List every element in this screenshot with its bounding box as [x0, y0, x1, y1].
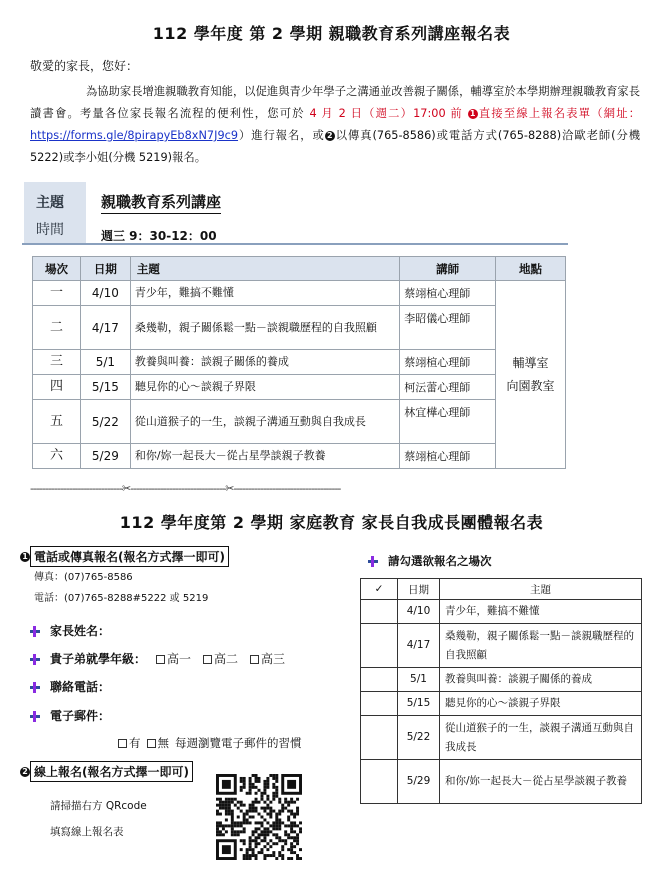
pick-date: 5/29 [398, 760, 440, 804]
intro-text-4: 以傳真(765-8586)或電話方式(765-8288)洽歐老師(分機 5222)或李小姐(分機 5219)報名。 [30, 129, 640, 164]
table-row [33, 281, 566, 306]
session-topic: 聽見你的心～談親子界限 [130, 375, 399, 400]
schedule-table [32, 256, 566, 469]
grade-option-label: 高一 [167, 652, 192, 666]
session-teacher: 李昭儀心理師 [400, 306, 496, 350]
intro-paragraph [30, 81, 640, 169]
header-session: 場次 [33, 257, 81, 281]
session-date: 4/17 [80, 306, 130, 350]
deadline: 4 月 2 日（週二）17:00 前 [309, 107, 463, 120]
pick-header-row [361, 579, 642, 600]
table-row[interactable] [361, 760, 642, 804]
pick-topic: 和你/妳一起長大－從占星學談親子教養 [440, 760, 642, 804]
grade-label: 貴子弟就學年級： [50, 652, 147, 666]
table-row [33, 306, 566, 350]
session-date: 5/15 [80, 375, 130, 400]
bullet-icon [28, 625, 40, 637]
place-line-2: 向園教室 [506, 378, 555, 393]
schedule-header-row [33, 257, 566, 281]
form-url-link[interactable]: https://forms.gle/8pirapyEb8xN7J9c9 [30, 129, 239, 142]
email-no-label: 無 [157, 736, 169, 750]
time-label: 時間 [36, 222, 64, 238]
place-line-1: 輔導室 [512, 355, 549, 370]
table-row[interactable] [361, 692, 642, 716]
header-date: 日期 [398, 579, 440, 600]
topic-label: 主題 [36, 195, 64, 211]
pick-date: 5/15 [398, 692, 440, 716]
method-2-label: 線上報名(報名方式擇一即可) [30, 761, 193, 782]
email-yes-option[interactable] [118, 735, 141, 751]
phone-number: 電話：(07)765-8288#5222 或 5219 [34, 593, 209, 604]
session-teacher: 林宜樺心理師 [400, 400, 496, 444]
check-cell[interactable] [361, 600, 398, 624]
intro-text-1: 為協助家長增進親職教育知能，以促進與青少年學子之溝通並改善親子關係，輔導室於本學期辦理親職教育家長讀書會。考量各位家長報名流程的便利性，您可於 [30, 85, 640, 120]
pick-date: 5/22 [398, 716, 440, 760]
parent-name-label: 家長姓名： [50, 624, 111, 638]
grade-option-label: 高三 [261, 652, 286, 666]
circled-2-icon: 2 [325, 131, 335, 141]
session-date: 4/10 [80, 281, 130, 306]
qr-instruction-1: 請掃描右方 QRcode [50, 800, 147, 812]
pick-topic: 聽見你的心～談親子界限 [440, 692, 642, 716]
email-habit-label: 每週瀏覽電子郵件的習慣 [175, 736, 302, 750]
table-row[interactable] [361, 668, 642, 692]
fax-number: 傳真：(07)765-8586 [34, 572, 133, 583]
qr-code[interactable] [216, 774, 302, 860]
session-number: 三 [33, 350, 81, 375]
check-cell[interactable] [361, 624, 398, 668]
method-1-label: 電話或傳真報名(報名方式擇一即可) [30, 546, 229, 567]
bullet-icon [366, 555, 378, 567]
qr-instruction-2: 填寫線上報名表 [50, 826, 124, 838]
circled-1-icon: 1 [468, 109, 478, 119]
pick-date: 4/17 [398, 624, 440, 668]
check-cell[interactable] [361, 668, 398, 692]
email-habit-options [118, 735, 302, 751]
grade-field [28, 650, 285, 667]
email-yes-label: 有 [129, 736, 141, 750]
greeting: 敬愛的家長，您好： [30, 59, 139, 73]
pick-topic: 從山道猴子的一生，談親子溝通互動與自我成長 [440, 716, 642, 760]
table-row [33, 350, 566, 375]
header-place: 地點 [496, 257, 566, 281]
table-row [33, 400, 566, 444]
grade-option-label: 高二 [214, 652, 239, 666]
grade-option-1[interactable] [156, 650, 191, 667]
contact-phone-label: 聯絡電話： [50, 680, 111, 694]
form-title: 112 學年度第 2 學期 家庭教育 家長自我成長團體報名表 [119, 513, 544, 532]
table-row[interactable] [361, 716, 642, 760]
header-check: ✓ [361, 579, 398, 600]
divider [22, 243, 568, 245]
table-row[interactable] [361, 600, 642, 624]
session-teacher: 蔡翊楦心理師 [400, 281, 496, 306]
session-teacher: 蔡翊楦心理師 [400, 350, 496, 375]
session-date: 5/1 [80, 350, 130, 375]
pick-topic: 青少年，難搞不難懂 [440, 600, 642, 624]
pick-topic: 桑幾勒，親子關係鬆一點－談親職歷程的自我照顧 [440, 624, 642, 668]
email-label: 電子郵件： [50, 709, 111, 723]
pick-date: 5/1 [398, 668, 440, 692]
header-teacher: 講師 [400, 257, 496, 281]
bullet-icon [28, 681, 40, 693]
table-row [33, 444, 566, 469]
bullet-icon [28, 653, 40, 665]
session-topic: 青少年，難搞不難懂 [130, 281, 399, 306]
session-teacher: 蔡翊楦心理師 [400, 444, 496, 469]
session-teacher: 柯沄蕾心理師 [400, 375, 496, 400]
session-topic: 從山道猴子的一生，談親子溝通互動與自我成長 [130, 400, 399, 444]
grade-options [156, 650, 285, 667]
check-cell[interactable] [361, 760, 398, 804]
cut-line: -------------------------------✂--------------------------------✂------------------------------------ [30, 482, 341, 495]
intro-text-2: 直接至線上報名表單（網址： [477, 107, 640, 120]
header-topic: 主題 [440, 579, 642, 600]
session-number: 一 [33, 281, 81, 306]
session-topic: 桑幾勒，親子關係鬆一點－談親職歷程的自我照顧 [130, 306, 399, 350]
method-2-heading [20, 761, 193, 782]
grade-option-3[interactable] [250, 650, 285, 667]
time-value: 週三 9：30-12：00 [101, 229, 217, 243]
header-topic: 主題 [130, 257, 399, 281]
pick-label: 請勾選欲報名之場次 [388, 554, 492, 568]
email-field[interactable] [28, 707, 110, 724]
pick-heading [366, 553, 492, 569]
check-cell[interactable] [361, 692, 398, 716]
session-place [496, 281, 566, 469]
intro-text-3: ）進行報名，或 [238, 129, 325, 142]
parent-name-field[interactable] [28, 622, 110, 639]
session-number: 四 [33, 375, 81, 400]
session-number: 六 [33, 444, 81, 469]
method-1-heading [20, 546, 229, 567]
pick-date: 4/10 [398, 600, 440, 624]
session-topic: 和你/妳一起長大－從占星學談親子教養 [130, 444, 399, 469]
topic-box [22, 182, 568, 244]
pick-topic: 教養與叫養：談親子關係的養成 [440, 668, 642, 692]
check-cell[interactable] [361, 716, 398, 760]
circled-2-icon: 2 [20, 767, 30, 777]
session-date: 5/29 [80, 444, 130, 469]
checkbox[interactable] [250, 655, 259, 664]
checkbox[interactable] [203, 655, 212, 664]
session-topic: 教養與叫養：談親子關係的養成 [130, 350, 399, 375]
checkbox[interactable] [156, 655, 165, 664]
circled-1-icon: 1 [20, 552, 30, 562]
email-no-option[interactable] [147, 735, 170, 751]
checkbox[interactable] [147, 739, 156, 748]
session-number: 二 [33, 306, 81, 350]
header-date: 日期 [80, 257, 130, 281]
session-number: 五 [33, 400, 81, 444]
table-row [33, 375, 566, 400]
session-pick-table [360, 578, 642, 804]
checkbox[interactable] [118, 739, 127, 748]
grade-option-2[interactable] [203, 650, 238, 667]
table-row[interactable] [361, 624, 642, 668]
session-date: 5/22 [80, 400, 130, 444]
bullet-icon [28, 710, 40, 722]
topic-value: 親職教育系列講座 [101, 191, 221, 214]
page-title: 112 學年度 第 2 學期 親職教育系列講座報名表 [152, 24, 511, 43]
contact-phone-field[interactable] [28, 678, 110, 695]
